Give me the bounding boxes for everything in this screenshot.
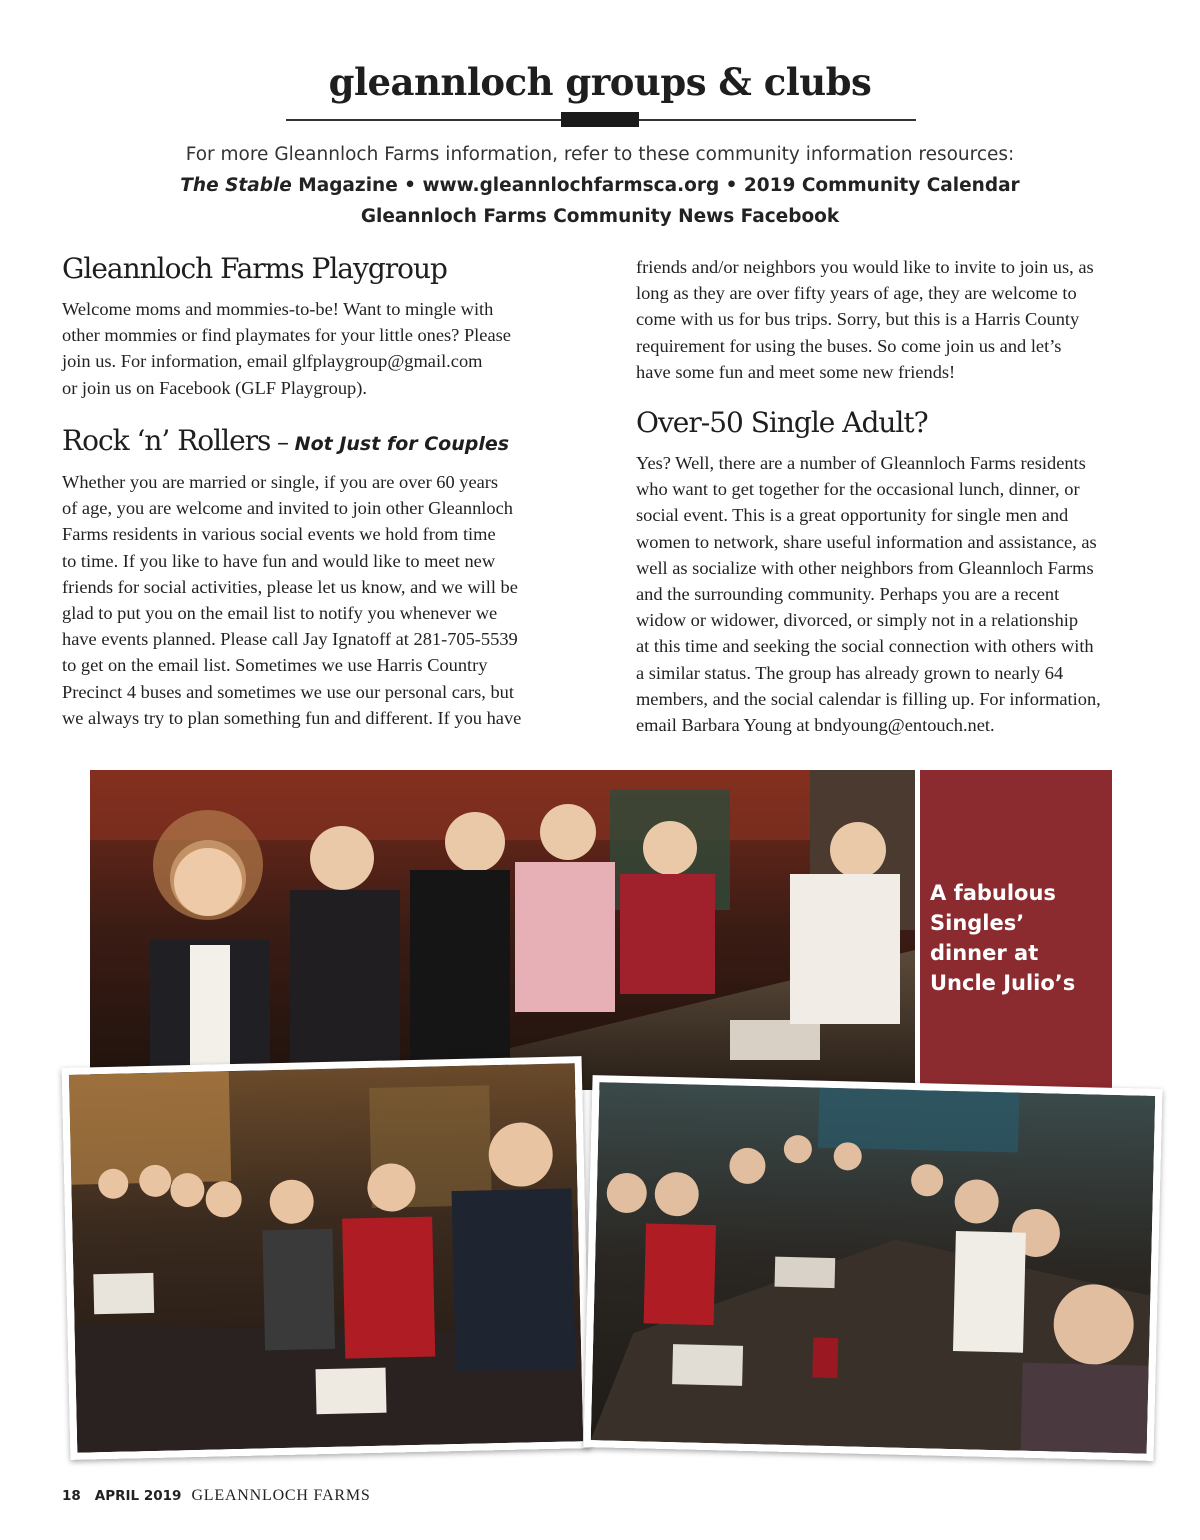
photo-singles-dinner-main bbox=[90, 770, 915, 1090]
text-line: and the surrounding community. Perhaps you are a recent bbox=[636, 584, 1060, 605]
issue-date: APRIL 2019 bbox=[94, 1488, 182, 1504]
text-line: social event. This is a great opportunity for single men and bbox=[636, 505, 1069, 526]
photo-singles-dinner-left bbox=[62, 1056, 591, 1460]
over50-body bbox=[636, 450, 1156, 738]
text-line: Farms residents in various social events we hold from time bbox=[62, 524, 496, 545]
photo-singles-dinner-right bbox=[584, 1075, 1163, 1461]
publication-name: GLEANNLOCH FARMS bbox=[191, 1487, 371, 1504]
text-line: have some fun and meet some new friends! bbox=[636, 361, 956, 382]
resources-intro: For more Gleannloch Farms information, refer to these community information resources: bbox=[185, 144, 1015, 165]
text-line: join us. For information, email glfplaygroup@gmail.com bbox=[62, 351, 483, 372]
magazine-name: The Stable bbox=[180, 175, 292, 196]
over50-heading: Over-50 Single Adult? bbox=[636, 406, 928, 439]
photo-caption: A fabulous Singles’ dinner at Uncle Julio’s bbox=[930, 881, 1076, 995]
resources-facebook: Gleannloch Farms Community News Facebook bbox=[360, 206, 840, 227]
resources-list bbox=[0, 175, 1200, 196]
text-line: Whether you are married or single, if you are over 60 years bbox=[62, 472, 499, 492]
text-line: members, and the social calendar is filling up. For information, bbox=[636, 688, 1101, 709]
text-line: friends for social activities, please let us know, and we will be bbox=[62, 576, 518, 597]
text-line: requirement for using the buses. So come join us and let’s bbox=[636, 335, 1062, 356]
text-line: come with us for bus trips. Sorry, but this is a Harris County bbox=[636, 309, 1080, 330]
text-line: email Barbara Young at bndyoung@entouch.net. bbox=[636, 715, 995, 736]
title-accent-bar bbox=[561, 112, 639, 127]
playgroup-heading: Gleannloch Farms Playgroup bbox=[62, 252, 447, 285]
text-line: to get on the email list. Sometimes we use Harris Country bbox=[62, 655, 488, 676]
text-line: of age, you are welcome and invited to join other Gleannloch bbox=[62, 498, 513, 519]
text-line: Precinct 4 buses and sometimes we use our personal cars, but bbox=[62, 681, 514, 702]
text-line: Yes? Well, there are a number of Gleannloch Farms residents bbox=[636, 453, 1086, 473]
text-line: or join us on Facebook (GLF Playgroup). bbox=[62, 377, 367, 398]
text-line: friends and/or neighbors you would like to invite to join us, as bbox=[636, 257, 1094, 277]
text-line: who want to get together for the occasional lunch, dinner, or bbox=[636, 479, 1080, 500]
rock-n-rollers-subtitle: Not Just for Couples bbox=[294, 433, 510, 455]
text-line: long as they are over fifty years of age, they are welcome to bbox=[636, 283, 1077, 304]
heading-dash: – bbox=[270, 428, 295, 456]
text-line: widow or widower, divorced, or simply not in a relationship bbox=[636, 610, 1079, 631]
text-line: well as socialize with other neighbors from Gleannloch Farms bbox=[636, 557, 1094, 578]
text-line: to time. If you like to have fun and would like to meet new bbox=[62, 550, 496, 571]
text-line: women to network, share useful information and assistance, as bbox=[636, 531, 1097, 552]
page-title: gleannloch groups & clubs bbox=[328, 60, 872, 104]
text-line: have events planned. Please call Jay Ignatoff at 281-705-5539 bbox=[62, 629, 518, 650]
text-line: Welcome moms and mommies-to-be! Want to mingle with bbox=[62, 299, 494, 319]
page-footer bbox=[62, 1487, 371, 1505]
playgroup-body bbox=[62, 296, 582, 401]
text-line: glad to put you on the email list to notify you whenever we bbox=[62, 603, 498, 624]
resources-rest: Magazine • www.gleannlochfarmsca.org • 2019 Community Calendar bbox=[291, 175, 1020, 196]
rock-n-rollers-body bbox=[62, 469, 582, 731]
rock-n-rollers-title: Rock ‘n’ Rollers bbox=[62, 424, 271, 457]
rock-n-rollers-heading bbox=[62, 424, 509, 457]
text-line: we always try to plan something fun and different. If you have bbox=[62, 707, 522, 728]
text-line: at this time and seeking the social connection with others with bbox=[636, 636, 1094, 657]
text-line: a similar status. The group has already grown to nearly 64 bbox=[636, 662, 1064, 683]
rock-n-rollers-continued bbox=[636, 254, 1156, 385]
page-number: 18 bbox=[62, 1488, 81, 1504]
text-line: other mommies or find playmates for your little ones? Please bbox=[62, 325, 511, 346]
